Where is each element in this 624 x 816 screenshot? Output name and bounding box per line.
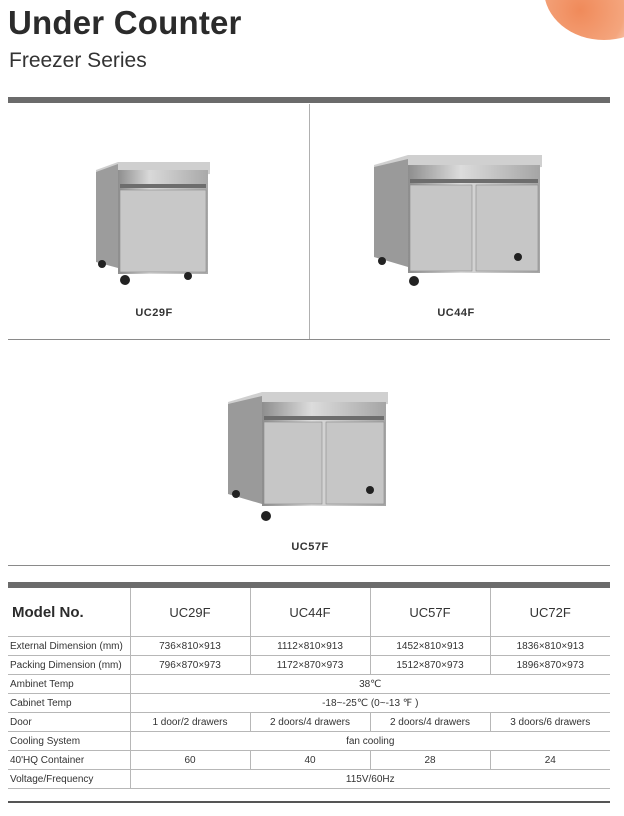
column-header: UC72F [490,588,610,637]
table-cell: 1112×810×913 [250,637,370,656]
table-cell: 1 door/2 drawers [130,713,250,732]
table-cell: 24 [490,751,610,770]
table-cell: 28 [370,751,490,770]
table-cell: -18~-25℃ (0~-13 ℉ ) [130,694,610,713]
table-row-ambient-temp [8,675,610,694]
row-label: External Dimension (mm) [8,637,130,656]
row-label: Door [8,713,130,732]
column-header: UC29F [130,588,250,637]
table-cell: 60 [130,751,250,770]
spec-table [8,588,610,789]
product-caption-uc44f: UC44F [437,307,475,319]
page-subtitle: Freezer Series [9,49,147,72]
row-label: Voltage/Frequency [8,770,130,789]
vertical-divider [309,104,310,339]
table-cell: 40 [250,751,370,770]
table-row-door [8,713,610,732]
row-label: Ambinet Temp [8,675,130,694]
lower-divider [8,565,610,566]
product-caption-uc29f: UC29F [135,307,173,319]
row-label: Cabinet Temp [8,694,130,713]
row-label: Packing Dimension (mm) [8,656,130,675]
table-header-row [8,588,610,637]
table-row-cabinet-temp [8,694,610,713]
freezer-image-uc57f [222,390,402,526]
table-cell: 38℃ [130,675,610,694]
column-header: UC57F [370,588,490,637]
corner-decoration [544,0,624,40]
table-cell: 796×870×973 [130,656,250,675]
table-row-cooling-system [8,732,610,751]
freezer-image-uc44f [368,153,546,293]
product-caption-uc57f: UC57F [291,541,329,553]
column-header: UC44F [250,588,370,637]
top-divider [8,97,610,103]
bottom-divider [8,801,610,803]
model-no-header: Model No. [8,588,130,637]
table-cell: fan cooling [130,732,610,751]
middle-divider [8,339,610,340]
table-cell: 115V/60Hz [130,770,610,789]
table-cell: 736×810×913 [130,637,250,656]
row-label: Cooling System [8,732,130,751]
table-row-voltage [8,770,610,789]
table-cell: 1512×870×973 [370,656,490,675]
table-row-external-dimension [8,637,610,656]
table-cell: 3 doors/6 drawers [490,713,610,732]
table-cell: 1896×870×973 [490,656,610,675]
table-cell: 1172×870×973 [250,656,370,675]
row-label: 40'HQ Container [8,751,130,770]
table-row-packing-dimension [8,656,610,675]
freezer-image-uc29f [92,160,216,290]
page-title: Under Counter [8,4,242,41]
table-cell: 2 doors/4 drawers [370,713,490,732]
table-cell: 1836×810×913 [490,637,610,656]
table-cell: 1452×810×913 [370,637,490,656]
table-cell: 2 doors/4 drawers [250,713,370,732]
table-row-container [8,751,610,770]
